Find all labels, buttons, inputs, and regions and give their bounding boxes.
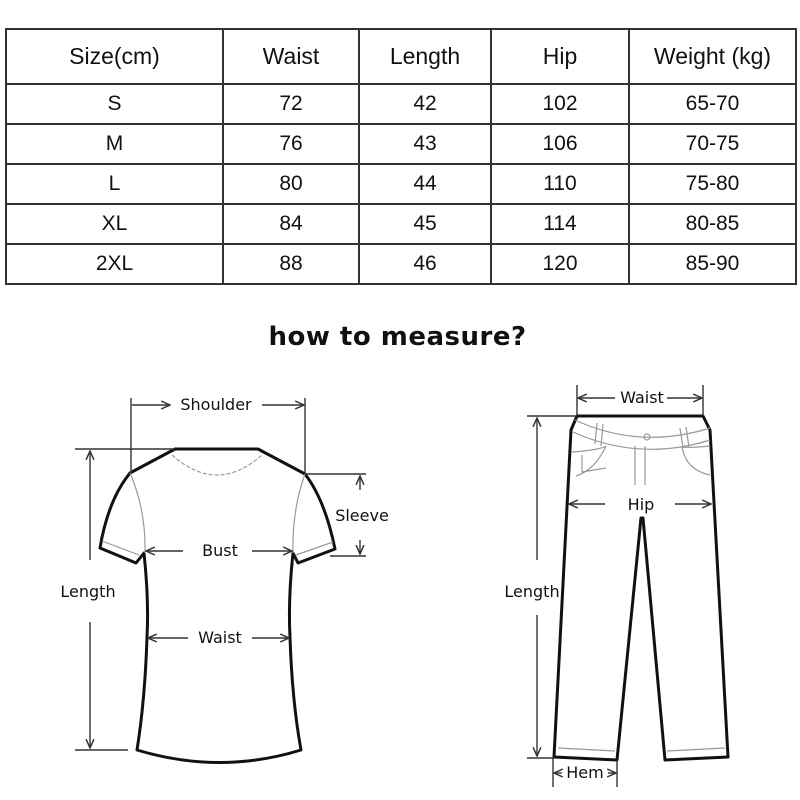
table-cell: 44 [359, 164, 491, 204]
table-cell: 80 [223, 164, 359, 204]
shirt-shoulder-label: Shoulder [180, 395, 252, 414]
table-cell: 80-85 [629, 204, 796, 244]
pants-waist-label: Waist [620, 388, 664, 407]
table-cell: 85-90 [629, 244, 796, 284]
pants-diagram [504, 385, 728, 787]
table-cell: 110 [491, 164, 629, 204]
table-cell: 106 [491, 124, 629, 164]
table-cell: M [6, 124, 223, 164]
table-cell: 76 [223, 124, 359, 164]
pants-hip-label: Hip [627, 495, 655, 514]
table-cell: 75-80 [629, 164, 796, 204]
pants-length-label: Length [504, 582, 560, 601]
table-cell: 42 [359, 84, 491, 124]
table-cell: 2XL [6, 244, 223, 284]
table-cell: XL [6, 204, 223, 244]
how-to-measure-heading: how to measure? [268, 322, 527, 352]
shirt-sleeve-label: Sleeve [335, 506, 389, 525]
table-cell: 45 [359, 204, 491, 244]
pants-hem-label: Hem [566, 763, 604, 782]
table-cell: 120 [491, 244, 629, 284]
table-cell: 65-70 [629, 84, 796, 124]
table-cell: 46 [359, 244, 491, 284]
shirt-length-label: Length [60, 582, 116, 601]
table-cell: 114 [491, 204, 629, 244]
column-header: Size(cm) [6, 29, 223, 84]
table-cell: 84 [223, 204, 359, 244]
table-cell: L [6, 164, 223, 204]
shirt-waist-label: Waist [198, 628, 242, 647]
column-header: Weight (kg) [629, 29, 796, 84]
table-cell: S [6, 84, 223, 124]
table-cell: 43 [359, 124, 491, 164]
column-header: Length [359, 29, 491, 84]
tshirt-diagram [60, 395, 388, 763]
table-cell: 88 [223, 244, 359, 284]
table-cell: 72 [223, 84, 359, 124]
column-header: Waist [223, 29, 359, 84]
column-header: Hip [491, 29, 629, 84]
table-cell: 102 [491, 84, 629, 124]
shirt-bust-label: Bust [202, 541, 238, 560]
table-cell: 70-75 [629, 124, 796, 164]
